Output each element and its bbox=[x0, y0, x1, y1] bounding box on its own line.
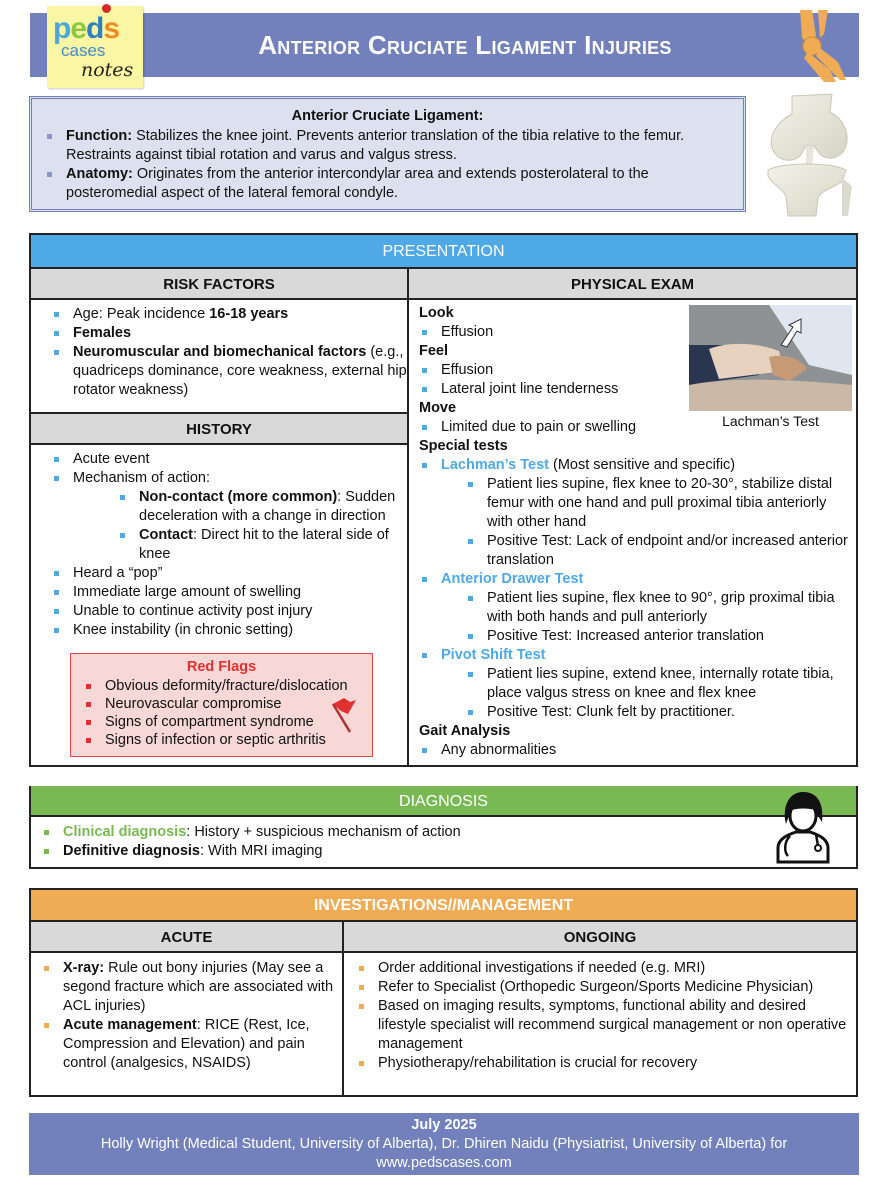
diagnosis-header: DIAGNOSIS bbox=[31, 786, 856, 817]
risk-factors-header: RISK FACTORS bbox=[31, 269, 407, 300]
special-tests-heading: Special tests bbox=[419, 438, 508, 454]
acl-item-function: Function: Stabilizes the knee joint. Prevents anterior translation of the tibia relative to the femur. Restraints against tibial rotation and varus and valgus stress. bbox=[44, 127, 731, 165]
ongoing-header: ONGOING bbox=[344, 922, 856, 953]
list-item: Clinical diagnosis: History + suspicious mechanism of action bbox=[41, 823, 856, 842]
list-item: Neuromuscular and biomechanical factors (e.g., quadriceps dominance, core weakness, external hip rotator weakness) bbox=[51, 343, 407, 400]
footer-website-link[interactable]: www.pedscases.com bbox=[376, 1155, 512, 1171]
investigations-header: INVESTIGATIONS//MANAGEMENT bbox=[31, 890, 856, 922]
lachman-photo-caption: Lachman’s Test bbox=[722, 413, 819, 429]
red-flag-icon bbox=[330, 698, 358, 734]
test-pivot-shift: Pivot Shift Test Patient lies supine, extend knee, internally rotate tibia, place valgus stress on knee and flex knee Positive Test: Clunk felt by practitioner. bbox=[419, 646, 856, 722]
list-item: Obvious deformity/fracture/dislocation bbox=[83, 677, 372, 695]
presentation-header: PRESENTATION bbox=[31, 235, 856, 269]
red-flags-list bbox=[83, 677, 372, 749]
diagnosis-content bbox=[31, 817, 856, 861]
risk-factors-content bbox=[31, 300, 407, 414]
acute-header: ACUTE bbox=[31, 922, 342, 953]
list-item: X-ray: Rule out bony injuries (May see a segond fracture which are associated with ACL injuries) bbox=[41, 959, 342, 1016]
footer-date: July 2025 bbox=[411, 1117, 477, 1133]
footer-authors: Holly Wright (Medical Student, University of Alberta), Dr. Dhiren Naidu (Physiatrist, University of Alberta) for bbox=[100, 1136, 788, 1152]
list-item: Patient lies supine, extend knee, internally rotate tibia, place valgus stress on knee and flex knee bbox=[465, 665, 856, 703]
logo-notes-text: notes bbox=[81, 59, 134, 81]
diagnosis-list bbox=[41, 823, 856, 861]
list-item: Effusion bbox=[419, 361, 856, 380]
list-item: Positive Test: Increased anterior translation bbox=[465, 627, 856, 646]
risk-factors-list bbox=[51, 305, 407, 400]
pivot-shift-steps bbox=[465, 665, 856, 722]
gait-heading: Gait Analysis bbox=[419, 723, 511, 739]
acl-item-anatomy: Anatomy: Originates from the anterior intercondylar area and extends posterolateral to the posteromedial aspect of the lateral femoral condyle. bbox=[44, 165, 731, 203]
footer bbox=[29, 1113, 859, 1175]
list-item: Neurovascular compromise bbox=[83, 695, 372, 713]
presentation-left-column bbox=[31, 269, 409, 765]
move-heading: Move bbox=[419, 400, 457, 416]
special-tests-list bbox=[419, 456, 856, 722]
investigations-section bbox=[29, 888, 858, 1097]
history-header: HISTORY bbox=[31, 414, 407, 445]
ongoing-list bbox=[356, 959, 856, 1073]
page-title: Anterior Cruciate Ligament Injuries bbox=[258, 30, 672, 60]
list-item: Mechanism of action: Non-contact (more common): Sudden deceleration with a change in direction Contact: Direct hit to the lateral side of knee bbox=[51, 469, 407, 564]
list-item: Any abnormalities bbox=[419, 741, 856, 760]
doctor-icon bbox=[772, 788, 834, 864]
acute-content bbox=[31, 953, 342, 1073]
logo-peds-text: peds bbox=[53, 12, 120, 45]
test-lachman: Lachman’s Test (Most sensitive and specific) Patient lies supine, flex knee to 20-30°, stabilize distal femur with one hand and pull proximal tibia anteriorly with other hand Positive Test: Lack of endpoint and/or increased anterior translation bbox=[419, 456, 856, 570]
diagnosis-section bbox=[29, 786, 858, 869]
gait-list bbox=[419, 741, 856, 760]
list-item: Lateral joint line tenderness bbox=[419, 380, 856, 399]
acute-list bbox=[41, 959, 342, 1073]
list-item: Order additional investigations if needed (e.g. MRI) bbox=[356, 959, 856, 978]
physical-exam-content bbox=[409, 300, 856, 760]
list-item: Contact: Direct hit to the lateral side of knee bbox=[117, 526, 407, 564]
anterior-drawer-steps bbox=[465, 589, 856, 646]
test-anterior-drawer: Anterior Drawer Test Patient lies supine, flex knee to 90°, grip proximal tibia with both hands and pull anteriorly Positive Test: Increased anterior translation bbox=[419, 570, 856, 646]
list-item: Positive Test: Lack of endpoint and/or increased anterior translation bbox=[465, 532, 856, 570]
knee-anatomy-image bbox=[762, 92, 857, 218]
list-item: Positive Test: Clunk felt by practitioner. bbox=[465, 703, 856, 722]
ongoing-content bbox=[344, 953, 856, 1073]
list-item: Non-contact (more common): Sudden deceleration with a change in direction bbox=[117, 488, 407, 526]
lachman-test-photo bbox=[689, 305, 852, 411]
knee-joint-icon bbox=[790, 8, 850, 82]
history-list bbox=[51, 450, 407, 640]
acl-summary-box bbox=[29, 96, 746, 212]
list-item: Acute management: RICE (Rest, Ice, Compression and Elevation) and pain control (analgesics, NSAIDS) bbox=[41, 1016, 342, 1073]
list-item: Physiotherapy/rehabilitation is crucial for recovery bbox=[356, 1054, 856, 1073]
list-item: Acute event bbox=[51, 450, 407, 469]
red-flags-box bbox=[70, 653, 373, 757]
list-item: Based on imaging results, symptoms, functional ability and desired lifestyle specialist will recommend surgical management or non operative management bbox=[356, 997, 856, 1054]
list-item: Immediate large amount of swelling bbox=[51, 583, 407, 602]
list-item: Knee instability (in chronic setting) bbox=[51, 621, 407, 640]
logo-cases-text: cases bbox=[61, 41, 106, 60]
lachman-steps bbox=[465, 475, 856, 570]
feel-heading: Feel bbox=[419, 343, 449, 359]
list-item: Limited due to pain or swelling bbox=[419, 418, 856, 437]
look-heading: Look bbox=[419, 305, 454, 321]
list-item: Patient lies supine, flex knee to 90°, grip proximal tibia with both hands and pull anteriorly bbox=[465, 589, 856, 627]
pedscases-logo[interactable] bbox=[47, 6, 143, 88]
presentation-section bbox=[29, 233, 858, 767]
ongoing-column bbox=[344, 922, 856, 1095]
list-item: Heard a “pop” bbox=[51, 564, 407, 583]
acl-heading: Anterior Cruciate Ligament: bbox=[291, 108, 484, 124]
list-item: Signs of infection or septic arthritis bbox=[83, 731, 372, 749]
mechanism-list bbox=[117, 488, 407, 564]
list-item: Effusion bbox=[419, 323, 856, 342]
acl-list bbox=[44, 127, 731, 203]
history-content bbox=[31, 445, 407, 640]
list-item: Females bbox=[51, 324, 407, 343]
red-flags-title: Red Flags bbox=[186, 659, 257, 675]
list-item: Signs of compartment syndrome bbox=[83, 713, 372, 731]
presentation-right-column bbox=[409, 269, 856, 765]
list-item: Age: Peak incidence 16-18 years bbox=[51, 305, 407, 324]
list-item: Definitive diagnosis: With MRI imaging bbox=[41, 842, 856, 861]
list-item: Unable to continue activity post injury bbox=[51, 602, 407, 621]
physical-exam-header: PHYSICAL EXAM bbox=[409, 269, 856, 300]
list-item: Patient lies supine, flex knee to 20-30°, stabilize distal femur with one hand and pull proximal tibia anteriorly with other hand bbox=[465, 475, 856, 532]
list-item: Refer to Specialist (Orthopedic Surgeon/Sports Medicine Physician) bbox=[356, 978, 856, 997]
acute-column bbox=[31, 922, 344, 1095]
